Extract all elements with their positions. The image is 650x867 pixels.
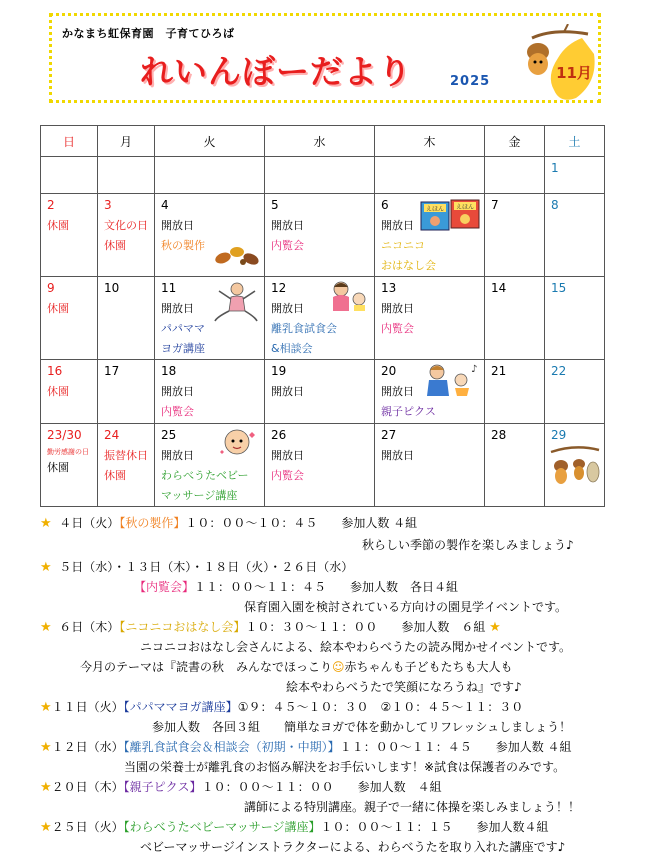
- open-day-label: 開放日: [161, 219, 194, 232]
- svg-text:えほん: えほん: [425, 206, 445, 213]
- day-cell: [265, 424, 375, 507]
- day-number: 13: [381, 281, 397, 295]
- open-day-label: 開放日: [271, 385, 304, 398]
- day-cell: [485, 360, 545, 424]
- star-icon: ★: [40, 780, 52, 795]
- day-cell: [155, 157, 265, 194]
- day-cell: [155, 424, 265, 507]
- day-number: 16: [47, 364, 63, 378]
- day-number: 6: [381, 198, 389, 212]
- event-storytime-line2: おはなし会: [381, 259, 436, 272]
- note-autumn-craft: [40, 514, 417, 531]
- note-description: 秋らしい季節の製作を楽しみましょう♪: [362, 538, 574, 552]
- event-storytime-line1: ニコニコ: [381, 239, 425, 252]
- event-open-house: 内覧会: [271, 469, 304, 482]
- event-open-house: 内覧会: [381, 322, 414, 335]
- day-number: 12: [271, 281, 287, 295]
- day-number: 14: [491, 281, 507, 295]
- day-cell: [98, 360, 155, 424]
- note-details: １０：００〜１０：４５ 参加人数 ４組: [185, 516, 418, 530]
- note-baby-massage: [40, 818, 549, 835]
- day-cell: [41, 277, 98, 360]
- note-description: 当園の栄養士が離乳食のお悩み解決をお手伝いします！※試食は保護者のみです。: [124, 760, 566, 774]
- open-day-label: 開放日: [381, 302, 414, 315]
- note-event-name: 【離乳食試食会＆相談会（初期・中期）】: [123, 740, 340, 754]
- note-babyfood: [40, 738, 572, 755]
- week-row: [41, 424, 605, 507]
- note-theme-end: 絵本やわらべうたで笑顔になろうね』です♪: [286, 680, 522, 694]
- note-event-name: 【秋の製作】: [119, 516, 186, 530]
- day-number: 1: [551, 161, 559, 175]
- note-details: １１：００〜１１：４５ 参加人数 ４組: [339, 740, 572, 754]
- day-cell: [545, 277, 605, 360]
- star-icon: ★: [40, 620, 52, 635]
- note-description: 参加人数 各回３組 簡単なヨガで体を動かしてリフレッシュしましょう！: [152, 720, 572, 734]
- holiday-name: 文化の日: [104, 219, 148, 232]
- note-event-name: 【ニコニコおはなし会】: [119, 620, 246, 634]
- org-name: かなまち虹保育園 子育てひろば: [62, 27, 235, 40]
- open-day-label: 開放日: [161, 302, 194, 315]
- day-number: 21: [491, 364, 507, 378]
- note-theme: [80, 658, 513, 675]
- svg-text:♪: ♪: [471, 364, 478, 375]
- month-badge: 11月: [556, 64, 592, 82]
- day-cell: [155, 194, 265, 277]
- star-icon: ★: [40, 740, 52, 755]
- weekday-tue: 火: [155, 126, 265, 157]
- day-cell: [98, 424, 155, 507]
- picture-book-icon: [419, 196, 483, 232]
- event-calendar: [40, 125, 605, 507]
- day-cell: [98, 157, 155, 194]
- day-number: 10: [104, 281, 120, 295]
- note-event-name: 【親子ピクス】: [123, 780, 202, 794]
- note-event-name: 【わらべうたベビーマッサージ講座】: [123, 820, 321, 834]
- day-number: 29: [551, 428, 567, 442]
- day-number: 11: [161, 281, 177, 295]
- day-number: 9: [47, 281, 55, 295]
- day-cell: [41, 360, 98, 424]
- closed-label: 休園: [47, 461, 69, 474]
- day-cell: [375, 277, 485, 360]
- day-cell: [485, 194, 545, 277]
- note-yoga: [40, 698, 523, 715]
- closed-label: 休園: [104, 239, 126, 252]
- day-number: 5: [271, 198, 279, 212]
- autumn-leaves-icon: [213, 242, 261, 268]
- acorn-month-icon: [524, 24, 598, 104]
- day-cell: [98, 277, 155, 360]
- open-day-label: 開放日: [271, 219, 304, 232]
- mother-feeding-icon: [327, 279, 371, 313]
- weekday-thu: 木: [375, 126, 485, 157]
- day-cell: [545, 360, 605, 424]
- note-description: ニコニコおはなし会さんによる、絵本やわらべうたの読み聞かせイベントです。: [140, 640, 572, 654]
- open-day-label: 開放日: [271, 302, 304, 315]
- note-details: １０：００〜１１：００ 参加人数 ４組: [201, 780, 442, 794]
- holiday-name: 振替休日: [104, 449, 148, 462]
- day-number: 7: [491, 198, 499, 212]
- star-icon: ★: [40, 560, 52, 575]
- note-details: １１：００〜１１：４５ 参加人数 各日４組: [194, 580, 459, 594]
- weekday-header-row: [41, 126, 605, 157]
- day-number: 19: [271, 364, 287, 378]
- event-open-house: 内覧会: [271, 239, 304, 252]
- day-number: 4: [161, 198, 169, 212]
- weekday-mon: 月: [98, 126, 155, 157]
- event-open-house: 内覧会: [161, 405, 194, 418]
- day-cell: [265, 157, 375, 194]
- week-row: [41, 360, 605, 424]
- acorn-branch-icon: [549, 444, 601, 496]
- note-parent-child: [40, 778, 442, 795]
- closed-label: 休園: [47, 385, 69, 398]
- day-cell: [545, 424, 605, 507]
- newsletter-header: [49, 13, 601, 103]
- day-number: 15: [551, 281, 567, 295]
- day-cell: [485, 157, 545, 194]
- day-cell: [485, 277, 545, 360]
- day-number: 22: [551, 364, 567, 378]
- week-row: [41, 157, 605, 194]
- event-massage-line1: わらべうたベビー: [161, 469, 249, 482]
- event-babyfood-line1: 離乳食試食会: [271, 322, 337, 335]
- note-date: ５日（水）・１３日（木）・１８日（火）・２６日（水）: [59, 560, 354, 574]
- day-number: 26: [271, 428, 287, 442]
- day-cell: [545, 157, 605, 194]
- event-yoga-line2: ヨガ講座: [161, 342, 205, 355]
- note-date: ４日（火）: [59, 516, 120, 530]
- open-day-label: 開放日: [381, 385, 414, 398]
- day-cell: [485, 424, 545, 507]
- open-day-label: 開放日: [381, 219, 414, 232]
- day-number: 27: [381, 428, 397, 442]
- note-event-name: 【内覧会】: [134, 580, 195, 594]
- day-number: 17: [104, 364, 120, 378]
- note-open-house-dates: [40, 558, 353, 575]
- svg-text:えほん: えほん: [455, 204, 475, 211]
- smile-icon: ☺: [332, 660, 345, 674]
- day-number: 3: [104, 198, 112, 212]
- closed-label: 休園: [47, 302, 69, 315]
- note-event-name: 【パパママヨガ講座】: [123, 700, 238, 714]
- star-icon: ★: [40, 820, 52, 835]
- event-yoga-line1: パパママ: [161, 322, 205, 335]
- day-number: 23/30: [47, 428, 82, 442]
- day-number: 20: [381, 364, 397, 378]
- day-cell: [265, 360, 375, 424]
- note-date: ６日（木）: [59, 620, 120, 634]
- event-autumn-craft: 秋の製作: [161, 239, 205, 252]
- note-details: １０：３０〜１１：００ 参加人数 ６組: [245, 620, 486, 634]
- closed-label: 休園: [47, 219, 69, 232]
- weekday-sat: 土: [545, 126, 605, 157]
- day-cell: [41, 157, 98, 194]
- week-row: [41, 277, 605, 360]
- parent-child-exercise-icon: [423, 362, 483, 398]
- weekday-wed: 水: [265, 126, 375, 157]
- note-storytime: [40, 618, 501, 635]
- note-date: ２５日（火）: [51, 820, 124, 834]
- yoga-person-icon: [211, 281, 261, 323]
- baby-icon: [219, 426, 259, 460]
- note-description: ベビーマッサージインストラクターによる、わらべうたを取り入れた講座です♪: [140, 840, 566, 854]
- star-icon: ★: [489, 620, 501, 635]
- day-cell: [98, 194, 155, 277]
- day-number: 28: [491, 428, 507, 442]
- note-details: ①９：４５〜１０：３０ ②１０：４５〜１１：３０: [237, 700, 524, 714]
- day-number: 8: [551, 198, 559, 212]
- day-number: 18: [161, 364, 177, 378]
- weekday-fri: 金: [485, 126, 545, 157]
- note-theme-text: 今月のテーマは『読書の秋 みんなでほっこり: [80, 660, 333, 674]
- day-cell: [265, 277, 375, 360]
- day-cell: [155, 360, 265, 424]
- day-number: 25: [161, 428, 177, 442]
- day-cell: [265, 194, 375, 277]
- day-cell: [375, 194, 485, 277]
- open-day-label: 開放日: [271, 449, 304, 462]
- newsletter-title: れいんぼーだより: [140, 52, 412, 91]
- note-theme-text: 赤ちゃんも子どもたちも大人も: [344, 660, 513, 674]
- open-day-label: 開放日: [161, 385, 194, 398]
- star-icon: ★: [40, 516, 52, 531]
- holiday-name: 勤労感謝の日: [47, 448, 89, 456]
- event-parent-child-exercise: 親子ピクス: [381, 405, 436, 418]
- day-cell: [545, 194, 605, 277]
- year-label: 2025: [450, 74, 491, 89]
- note-description: 保育園入園を検討されている方向けの園見学イベントです。: [244, 600, 568, 614]
- closed-label: 休園: [104, 469, 126, 482]
- event-babyfood-line2: &相談会: [271, 342, 313, 355]
- note-details: １０：００〜１１：１５ 参加人数４組: [320, 820, 549, 834]
- day-cell: [41, 194, 98, 277]
- open-day-label: 開放日: [381, 449, 414, 462]
- event-massage-line2: マッサージ講座: [161, 489, 238, 502]
- note-date: １１日（火）: [51, 700, 124, 714]
- day-number: 2: [47, 198, 55, 212]
- day-cell: [41, 424, 98, 507]
- open-day-label: 開放日: [161, 449, 194, 462]
- weekday-sun: 日: [41, 126, 98, 157]
- note-date: ２０日（木）: [51, 780, 124, 794]
- note-date: １２日（水）: [51, 740, 124, 754]
- day-cell: [375, 360, 485, 424]
- day-cell: [155, 277, 265, 360]
- note-open-house: [134, 578, 458, 595]
- day-number: 24: [104, 428, 120, 442]
- day-cell: [375, 424, 485, 507]
- star-icon: ★: [40, 700, 52, 715]
- note-description: 講師による特別講座。親子で一緒に体操を楽しみましょう！！: [244, 800, 581, 814]
- day-cell: [375, 157, 485, 194]
- week-row: [41, 194, 605, 277]
